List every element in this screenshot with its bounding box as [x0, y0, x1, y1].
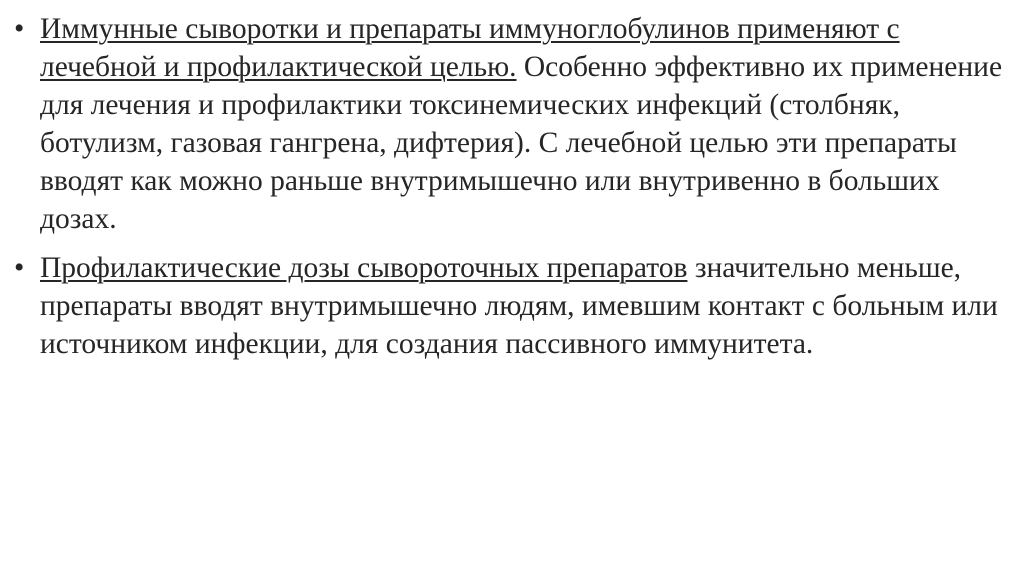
- bullet-2-text: значительно меньше, препараты вводят внутримышечно людям, имевшим контакт с больным или источником инфекции, для создания пассивного иммунитета.: [40, 252, 998, 360]
- bullet-1-text: Особенно эффективно их применение для лечения и профилактики токсинемических инфекций (столбняк, ботулизм, газовая гангрена, дифтерия). С лечебной целью эти препараты вводят как можно раньше внутримышечно или внутривенно в больших дозах.: [40, 51, 1003, 235]
- bullet-item-2: [14, 249, 1004, 363]
- bullet-2-underlined-text: Профилактические дозы сывороточных препаратов: [40, 252, 688, 284]
- bullet-item-1: [14, 10, 1004, 238]
- bullet-list: [14, 10, 1004, 374]
- bullet-dot-icon: •: [14, 13, 25, 45]
- bullet-1-underlined-text: Иммунные сыворотки и препараты иммуноглобулинов применяют с лечебной и профилактической целью.: [40, 13, 900, 83]
- bullet-dot-icon: •: [14, 252, 25, 284]
